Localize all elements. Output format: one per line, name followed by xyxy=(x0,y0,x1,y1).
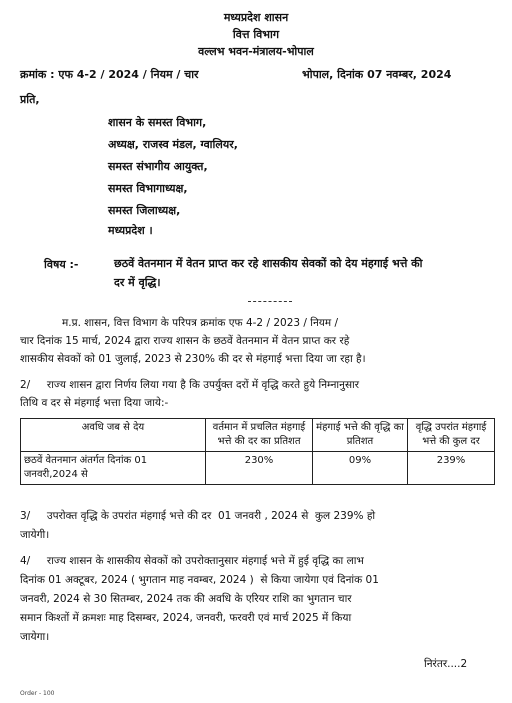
table-row xyxy=(21,452,495,485)
footer-order-note: Order - 100 xyxy=(20,690,55,697)
separator-rule xyxy=(248,301,292,302)
place-date: भोपाल, दिनांक 07 नवम्बर, 2024 xyxy=(302,68,452,81)
table-header-row xyxy=(21,419,495,452)
header-line-3: वल्लभ भवन-मंत्रालय-भोपाल xyxy=(198,45,314,58)
paragraph-4-line: जायेगा। xyxy=(20,631,50,643)
recipient-item: समस्त संभागीय आयुक्त, xyxy=(108,160,208,173)
table-cell-total: 239% xyxy=(408,452,495,485)
header-line-1: मध्यप्रदेश शासन xyxy=(223,11,289,24)
table-header-cell: मंहगाई भत्ते की वृद्धि का प्रतिशत xyxy=(313,419,408,452)
subject-label: विषय :- xyxy=(44,258,79,271)
subject-line-2: दर में वृद्धि। xyxy=(114,276,161,289)
table-header-cell: वृद्धि उपरांत मंहगाई भत्ते की कुल दर xyxy=(408,419,495,452)
paragraph-2-line: तिथि व दर से मंहगाई भत्ता दिया जाये:- xyxy=(20,397,169,409)
table-cell-increase: 09% xyxy=(313,452,408,485)
paragraph-3-line: 3/ उपरोक्त वृद्धि के उपरांत मंहगाई भत्ते की दर 01 जनवरी , 2024 से कुल 239% हो xyxy=(20,510,376,522)
paragraph-1-line: शासकीय सेवकों को 01 जुलाई, 2023 से 230% की दर से मंहगाई भत्ता दिया जा रहा है। xyxy=(20,353,366,365)
header-line-2: वित्त विभाग xyxy=(232,28,280,41)
paragraph-4-line: समान किश्तों में क्रमशः माह दिसम्बर, 2024, जनवरी, फरवरी एवं मार्च 2025 में किया xyxy=(20,612,352,624)
table-header-cell: वर्तमान में प्रचलित मंहगाई भत्ते की दर का प्रतिशत xyxy=(206,419,313,452)
continued-marker: निरंतर....2 xyxy=(424,658,468,670)
table-header-cell: अवधि जब से देय xyxy=(21,419,206,452)
paragraph-1-line: म.प्र. शासन, वित्त विभाग के परिपत्र क्रमांक एफ 4-2 / 2023 / नियम / xyxy=(62,317,339,329)
recipient-item: शासन के समस्त विभाग, xyxy=(108,116,207,129)
paragraph-3-line: जायेगी। xyxy=(20,529,50,541)
reference-number: क्रमांक : एफ 4-2 / 2024 / नियम / चार xyxy=(20,68,199,81)
paragraph-4-line: 4/ राज्य शासन के शासकीय सेवकों को उपरोक्तानुसार मंहगाई भत्ते में हुई वृद्धि का लाभ xyxy=(20,555,364,567)
subject-line-1: छठवें वेतनमान में वेतन प्राप्त कर रहे शासकीय सेवकों को देय मंहगाई भत्ते की xyxy=(114,257,423,270)
table-cell-period: छठवें वेतनमान अंतर्गत दिनांक 01 जनवरी,2024 से xyxy=(21,452,206,485)
recipient-item: अध्यक्ष, राजस्व मंडल, ग्वालियर, xyxy=(108,138,238,151)
paragraph-2-line: 2/ राज्य शासन द्वारा निर्णय लिया गया है कि उपर्युक्त दरों में वृद्धि करते हुये निम्नानुसार xyxy=(20,379,360,391)
paragraph-1-line: चार दिनांक 15 मार्च, 2024 द्वारा राज्य शासन के छठवें वेतनमान में वेतन प्राप्त कर रहे xyxy=(20,335,350,347)
paragraph-4-line: दिनांक 01 अक्टूबर, 2024 ( भुगतान माह नवम्बर, 2024 ) से किया जायेगा एवं दिनांक 01 xyxy=(20,574,379,586)
table-cell-current-rate: 230% xyxy=(206,452,313,485)
recipient-item: समस्त विभागाध्यक्ष, xyxy=(108,182,188,195)
to-label: प्रति, xyxy=(20,93,40,106)
recipient-item: समस्त जिलाध्यक्ष, xyxy=(108,204,181,217)
paragraph-4-line: जनवरी, 2024 से 30 सितम्बर, 2024 तक की अवधि के एरियर राशि का भुगतान चार xyxy=(20,593,352,605)
da-rate-table xyxy=(20,418,495,485)
recipient-item: मध्यप्रदेश । xyxy=(108,224,153,237)
